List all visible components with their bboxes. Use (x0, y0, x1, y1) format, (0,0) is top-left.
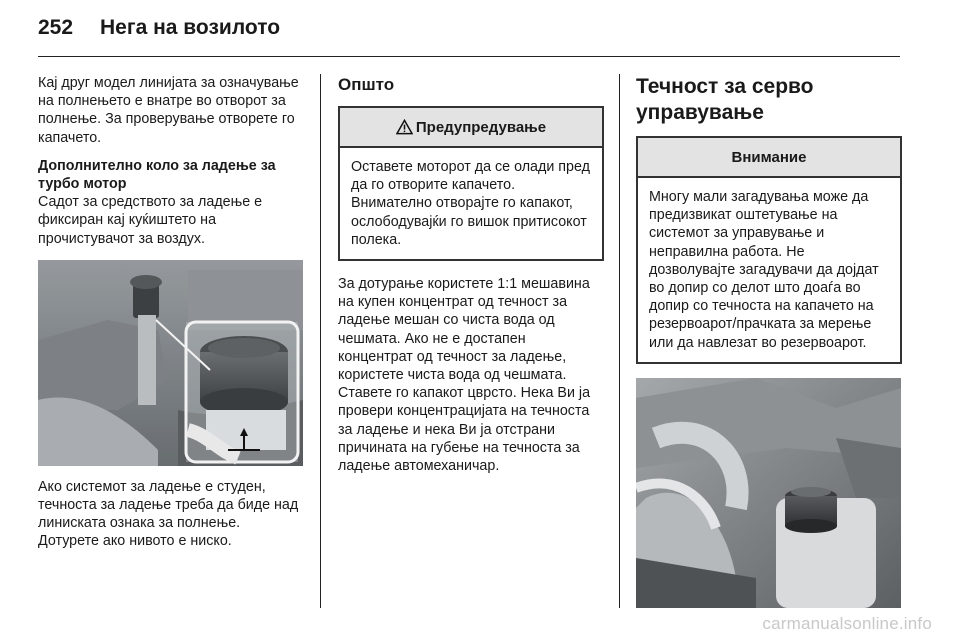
caution-box (636, 136, 902, 364)
turbo-circuit-text: Садот за средството за ладење е фиксиран кај куќиштето на прочистувачот за воздух. (38, 194, 263, 247)
column-divider-2 (619, 74, 620, 608)
warning-triangle-icon (396, 119, 413, 135)
topping-up-paragraph: За дотурање користете 1:1 мешавина на купен концентрат од течност за ладење мешан со чиста вода од чешмата. Ако не е достапен концентрат од течност за ладење, користете чиста вода од чешмата. Ставете го капакот цврсто. Нека Ви ја провери концентрацијата на течноста за ладење и нека Ви ја отстрани причината на губење на течноста за ладење автомеханичар. (338, 276, 591, 475)
column-2 (338, 74, 604, 475)
warning-title: Предупредување (415, 118, 547, 136)
page-header (38, 16, 900, 48)
power-steering-reservoir-photo (636, 378, 901, 608)
warning-box-header (340, 108, 602, 148)
coolant-reservoir-photo (38, 260, 303, 466)
column-3 (636, 74, 902, 608)
section-title: Нега на возилото (100, 16, 281, 39)
filler-line-paragraph: Кај друг модел линијата за означување на полнењето е внатре во отворот за полнење. За проверување отворете го капачето. (38, 75, 299, 146)
caution-text: Многу мали загадувања може да предизвикат оштетување на системот за управување и неправилна работа. Не дозволувајте загадувачи да дојдат во допир со делот што доаѓа во допир со течноста на капачето на резервоарот/прачката за мерење или да навлезат во резервоарот. (649, 189, 879, 351)
header-rule (38, 56, 900, 57)
caution-title: Внимание (731, 148, 807, 166)
cold-system-paragraph: Ако системот за ладење е студен, течноста за ладење треба да биде над линиската ознака за полнење. Дотурете ако нивото е ниско. (38, 478, 299, 550)
power-steering-heading: Течност за серво управување (636, 75, 814, 124)
turbo-circuit-heading: Дополнително коло за ладење за турбо мотор (38, 157, 276, 193)
column-1 (38, 74, 303, 551)
caution-box-header (638, 138, 900, 178)
watermark: carmanualsonline.info (762, 614, 932, 633)
column-divider-1 (320, 74, 321, 608)
warning-box (338, 106, 604, 261)
warning-text: Оставете моторот да се олади пред да го отворите капачето. Внимателно отворајте го капакот, ослободувајќи го вишок притисокот полека. (351, 159, 590, 248)
general-heading: Општо (338, 75, 395, 94)
page-number: 252 (38, 16, 74, 39)
